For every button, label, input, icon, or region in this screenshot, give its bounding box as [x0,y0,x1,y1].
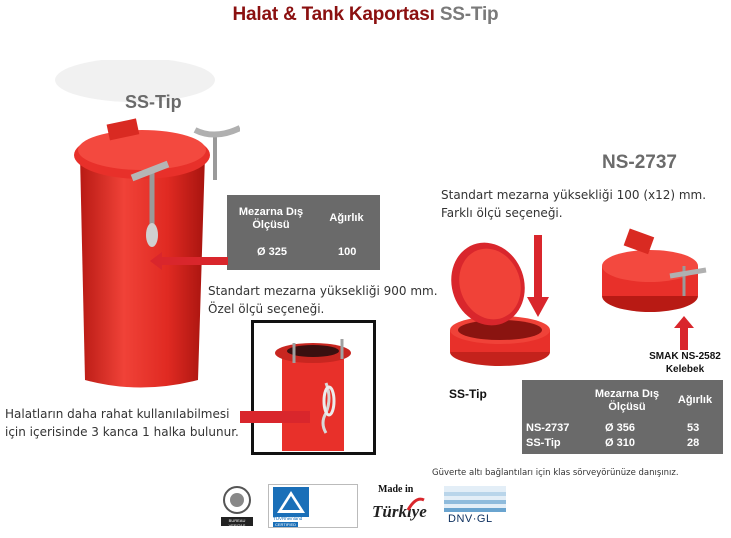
tuv-rheinland-logo: TÜVRheinland CERTIFIED [268,484,358,528]
hook-description-text: Halatların daha rahat kullanılabilmesi için içerisinde 3 kanca 1 halka bulunur. [5,407,239,439]
right-table-row1-name: NS-2737 [526,422,570,434]
right-standard-text: Standart mezarna yüksekliği 100 (x12) mm. Farklı ölçü seçeneği. [441,188,707,220]
deck-connection-note: Güverte altı bağlantıları için klas sörveyörünüze danışınız. [432,468,679,478]
right-model-title: NS-2737 [602,152,677,173]
left-table-header-size: Mezarna Dış Ölçüsü [238,206,304,231]
right-table-row1-weight: 53 [687,422,700,434]
right-table-header-weight: Ağırlık [677,394,713,406]
title-model: SS-Tip [439,4,499,25]
interior-hook-photo [251,320,376,455]
left-table-diameter: Ø 325 [257,246,287,258]
right-up-arrow-icon [674,316,694,350]
right-ss-tip-label: SS-Tip [449,387,487,401]
left-standard-text: Standart mezarna yüksekliği 900 mm. Özel ölçü seçeneği. [208,284,438,316]
right-table-row1-diameter: Ø 356 [605,422,635,434]
right-table-header-size: Mezarna Dış Ölçüsü [594,388,660,413]
left-pointer-arrow-icon [150,250,228,272]
left-table-weight: 100 [338,246,357,258]
right-table-row2-name: SS-Tip [526,437,561,449]
bv-text: BUREAU VERITAS [228,518,246,528]
left-model-label: SS-Tip [125,92,182,112]
right-table-row2-diameter: Ø 310 [605,437,635,449]
title-main: Halat & Tank Kaportası [232,4,435,25]
right-down-arrow-icon [527,235,549,317]
right-table-row2-weight: 28 [687,437,700,449]
page-title [0,4,731,26]
made-in-turkiye-logo: Made in Türkiye [372,484,427,521]
dnv-gl-logo: DNV·GL [444,486,506,526]
left-table-header-weight: Ağırlık [329,212,364,224]
smak-label: SMAK NS-2582 Kelebek [649,351,721,375]
interior-pointer-arrow-icon [240,408,310,426]
right-spec-table [522,380,723,454]
left-spec-table [227,195,380,270]
ns-2737-hatch-image [598,226,710,321]
